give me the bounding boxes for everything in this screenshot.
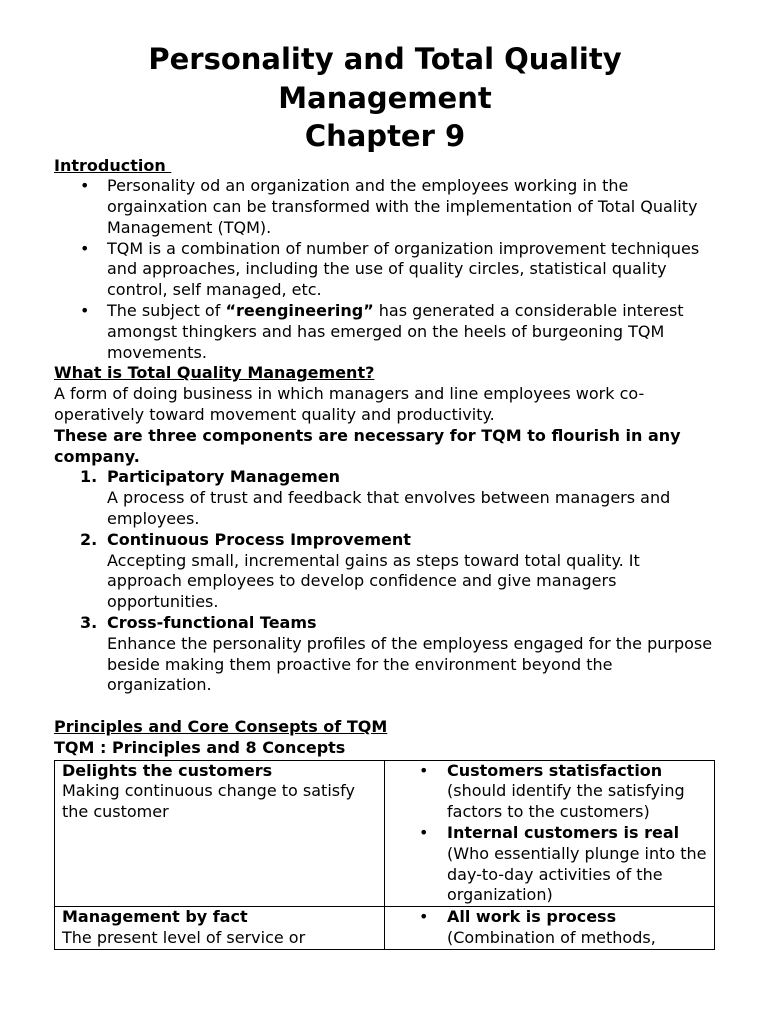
list-item <box>385 823 714 906</box>
principles-table <box>54 760 715 950</box>
principle-1-desc: Making continuous change to satisfy the customer <box>62 781 355 822</box>
components-list <box>54 467 716 696</box>
list-item <box>54 613 716 696</box>
component-2-number: 2. <box>80 529 98 549</box>
introduction-list <box>54 176 716 363</box>
component-3-desc: Enhance the personality profiles of the employess engaged for the purpose beside making them proactive for the environment beyond the organization. <box>107 633 713 695</box>
list-item <box>385 761 714 823</box>
title-line-3: Chapter 9 <box>304 119 466 153</box>
what-is-tqm-body: A form of doing business in which managers and line employees work co-operatively toward movement quality and productivity. <box>54 384 645 425</box>
component-1-number: 1. <box>80 467 98 487</box>
list-item <box>54 176 716 238</box>
principle-1-title: Delights the customers <box>62 760 273 780</box>
component-2-desc: Accepting small, incremental gains as steps toward total quality. It approach employees to develop confidence and give managers opportunities. <box>107 550 640 612</box>
components-heading: These are three components are necessary for TQM to flourish in any company. <box>54 425 681 466</box>
concept-3-desc: (Combination of methods, <box>447 927 656 947</box>
concept-1-desc: (should identify the satisfying factors to the customers) <box>447 781 685 822</box>
component-3-number: 3. <box>80 613 98 633</box>
principle-2-desc: The present level of service or <box>62 927 306 947</box>
list-item <box>54 239 716 301</box>
principles-subheading: TQM : Principles and 8 Concepts <box>54 737 346 757</box>
list-item <box>385 907 714 949</box>
title-line-1: Personality and Total Quality <box>148 42 622 76</box>
table-row <box>55 760 715 907</box>
intro-bullet-3-emphasis: “reengineering” <box>225 301 374 321</box>
table-row <box>55 907 715 950</box>
table-cell-left <box>55 907 385 950</box>
component-1-title: Participatory Managemen <box>107 467 340 487</box>
table-cell-right <box>385 760 715 907</box>
table-cell-right <box>385 907 715 950</box>
list-item <box>54 301 716 363</box>
spacer <box>54 696 716 717</box>
concepts-list <box>385 907 714 949</box>
title-line-2: Management <box>278 80 492 115</box>
concept-3-title: All work is process <box>447 907 617 927</box>
list-item <box>54 530 716 613</box>
intro-bullet-2-text: TQM is a combination of number of organization improvement techniques and approaches, including the use of quality circles, statistical quality control, self managed, etc. <box>107 238 700 300</box>
component-1-desc: A process of trust and feedback that envolves between managers and employees. <box>107 488 671 529</box>
concept-2-title: Internal customers is real <box>447 823 680 842</box>
document-page <box>54 40 716 950</box>
concepts-list <box>385 761 714 907</box>
concept-2-desc: (Who essentially plunge into the day-to-day activities of the organization) <box>447 843 707 905</box>
introduction-heading: Introduction <box>54 155 172 175</box>
intro-bullet-3-post: has generated a considerable interest amongst thingkers and has emerged on the heels of burgeoning TQM movements. <box>107 301 689 362</box>
principles-heading: Principles and Core Consepts of TQM <box>54 717 388 737</box>
table-cell-left <box>55 760 385 907</box>
intro-bullet-3-pre: The subject of <box>107 301 226 321</box>
list-item <box>54 467 716 529</box>
concept-1-title: Customers statisfaction <box>447 760 663 780</box>
component-3-title: Cross-functional Teams <box>107 613 317 633</box>
intro-bullet-1-text: Personality od an organization and the employees working in the orgainxation can be transformed with the implementation of Total Quality Management (TQM). <box>107 176 698 237</box>
what-is-tqm-heading: What is Total Quality Management? <box>54 363 375 383</box>
document-title <box>54 40 716 156</box>
component-2-title: Continuous Process Improvement <box>107 529 411 549</box>
principle-2-title: Management by fact <box>62 907 248 927</box>
